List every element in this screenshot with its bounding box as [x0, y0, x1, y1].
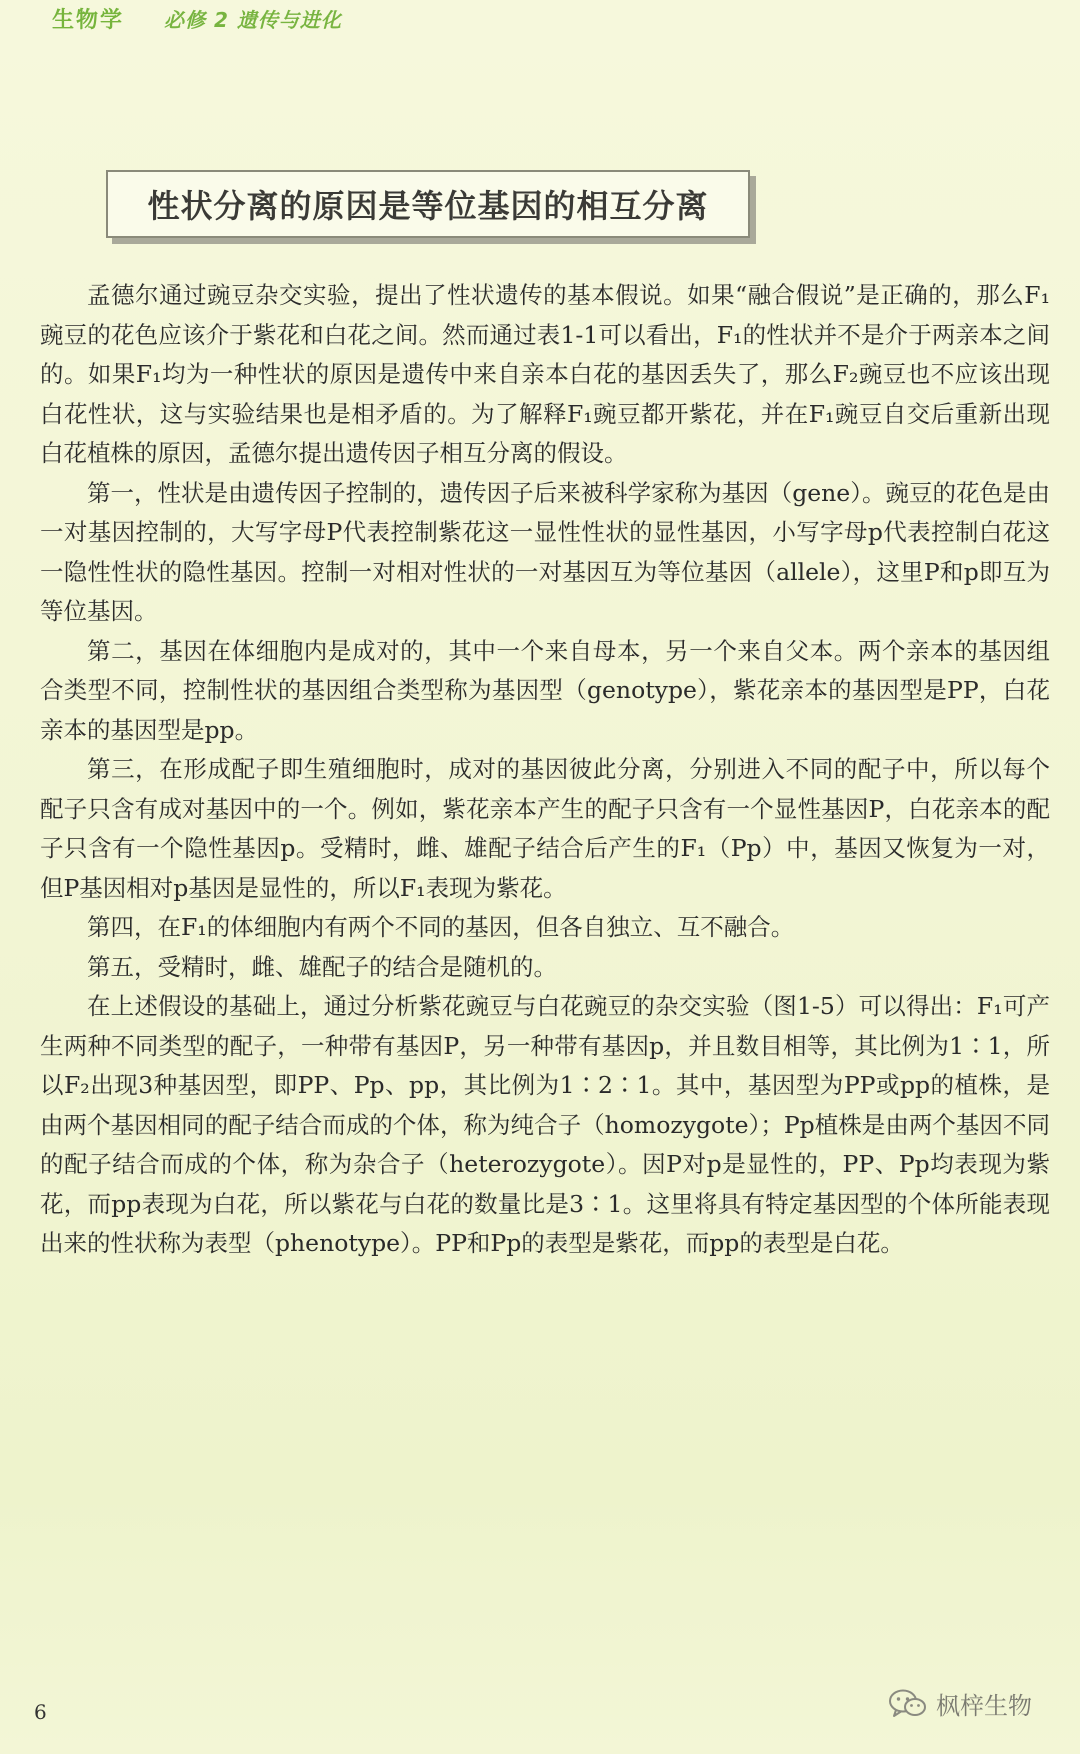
watermark-text: 枫梓生物	[936, 1692, 1032, 1720]
paragraph-conclusion: 在上述假设的基础上，通过分析紫花豌豆与白花豌豆的杂交实验（图1-5）可以得出：F₁可产生两种不同类型的配子，一种带有基因P，另一种带有基因p，并且数目相等，其比例为1∶1，所以F₂出现3种基因型，即PP、Pp、pp，其比例为1∶2∶1。其中，基因型为PP或pp的植株，是由两个基因相同的配子结合而成的个体，称为纯合子（homozygote）；Pp植株是由两个基因不同的配子结合而成的个体，称为杂合子（heterozygote）。因P对p是显性的，PP、Pp均表现为紫花，而pp表现为白花，所以紫花与白花的数量比是3∶1。这里将具有特定基因型的个体所能表现出来的性状称为表型（phenotype）。PP和Pp的表型是紫花，而pp的表型是白花。	[40, 992, 1050, 1257]
paragraph-first: 第一，性状是由遗传因子控制的，遗传因子后来被科学家称为基因（gene）。豌豆的花色是由一对基因控制的，大写字母P代表控制紫花这一显性性状的显性基因，小写字母p代表控制白花这一隐性性状的隐性基因。控制一对相对性状的一对基因互为等位基因（allele），这里P和p即互为等位基因。	[40, 478, 1050, 625]
header-subject: 生物学	[52, 7, 125, 33]
paragraph-third: 第三，在形成配子即生殖细胞时，成对的基因彼此分离，分别进入不同的配子中，所以每个配子只含有成对基因中的一个。例如，紫花亲本产生的配子只含有一个显性基因P，白花亲本的配子只含有一个隐性基因p。受精时，雌、雄配子结合后产生的F₁（Pp）中，基因又恢复为一对，但P基因相对p基因是显性的，所以F₁表现为紫花。	[40, 755, 1050, 902]
watermark	[888, 1686, 1032, 1721]
paragraph-fourth: 第四，在F₁的体细胞内有两个不同的基因，但各自独立、互不融合。	[87, 913, 795, 941]
paragraph-fifth: 第五，受精时，雌、雄配子的结合是随机的。	[87, 952, 557, 981]
header-course: 必修 2 遗传与进化	[164, 7, 342, 32]
running-header	[52, 0, 342, 36]
page-number: 6	[34, 1700, 47, 1724]
paragraph-second: 第二，基因在体细胞内是成对的，其中一个来自母本，另一个来自父本。两个亲本的基因组合类型不同，控制性状的基因组合类型称为基因型（genotype），紫花亲本的基因型是PP，白花亲本的基因型是pp。	[40, 636, 1050, 744]
wechat-icon	[888, 1688, 928, 1720]
paragraph-intro: 孟德尔通过豌豆杂交实验，提出了性状遗传的基本假说。如果“融合假说”是正确的，那么F₁豌豆的花色应该介于紫花和白花之间。然而通过表1-1可以看出，F₁的性状并不是介于两亲本之间的。如果F₁均为一种性状的原因是遗传中来自亲本白花的基因丢失了，那么F₂豌豆也不应该出现白花性状，这与实验结果也是相矛盾的。为了解释F₁豌豆都开紫花，并在F₁豌豆自交后重新出现白花植株的原因，孟德尔提出遗传因子相互分离的假设。	[40, 281, 1050, 467]
section-title: 性状分离的原因是等位基因的相互分离	[147, 187, 709, 225]
section-title-box	[106, 170, 750, 238]
body-text	[40, 276, 1050, 1264]
